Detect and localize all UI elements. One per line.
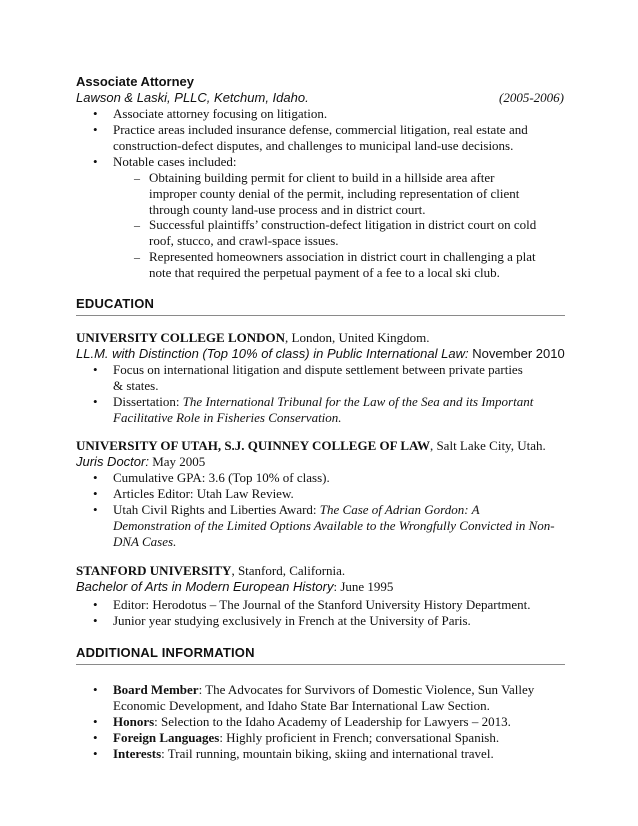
ucl-name: UNIVERSITY COLLEGE LONDON [76,330,286,345]
bullet-icon: • [93,714,98,729]
stanford-date: : June 1995 [333,579,394,594]
utah-award-label: Utah Civil Rights and Liberties Award: [113,502,320,517]
job-bullet-3: Notable cases included: [113,154,237,169]
dash-icon: – [134,171,140,185]
job-bullet-1: Associate attorney focusing on litigation. [113,106,328,121]
section-divider [76,664,565,665]
case-3a: Represented homeowners association in district court in challenging a plat [149,249,536,264]
utah-award-title-a: The Case of Adrian Gordon: A [319,502,480,517]
job-firm: Lawson & Laski, PLLC, Ketchum, Idaho. [76,90,309,105]
bullet-icon: • [93,502,98,517]
utah-editor: Articles Editor: Utah Law Review. [113,486,294,501]
stanford-degree-line [76,579,393,595]
job-bullet-2a: Practice areas included insurance defense, commercial litigation, real estate and [113,122,528,137]
case-1c: through county land-use process and in district court. [149,202,426,217]
utah-award-title-b: Demonstration of the Limited Options Available to the Wrongfully Convicted in Non- [113,518,555,533]
honors-line [113,714,511,730]
interests-text: : Trail running, mountain biking, skiing and international travel. [161,746,494,761]
case-3b: note that required the perpetual payment of a fee to a local ski club. [149,265,500,280]
lang-text: : Highly proficient in French; conversational Spanish. [219,730,500,745]
board-line [113,682,534,698]
dash-icon: – [134,250,140,264]
bullet-icon: • [93,613,98,628]
lang-label: Foreign Languages [113,730,220,745]
utah-line [76,438,546,454]
bullet-icon: • [93,486,98,501]
job-bullet-2b: construction-defect disputes, and challenges to municipal land-use decisions. [113,138,514,153]
stanford-location: , Stanford, California. [231,563,346,578]
stanford-bullet-1: Editor: Herodotus – The Journal of the Stanford University History Department. [113,597,531,612]
interests-line [113,746,494,762]
ucl-degree: LL.M. with Distinction (Top 10% of class) in Public International Law: [76,346,469,361]
stanford-degree: Bachelor of Arts in Modern European History [76,579,334,594]
bullet-icon: • [93,394,98,409]
bullet-icon: • [93,106,98,121]
job-dates: (2005-2006) [499,90,564,105]
case-2a: Successful plaintiffs’ construction-defect litigation in district court on cold [149,217,537,232]
bullet-icon: • [93,470,98,485]
bullet-icon: • [93,730,98,745]
ucl-degree-line [76,346,565,362]
utah-date: May 2005 [148,454,206,469]
bullet-icon: • [93,746,98,761]
stanford-line [76,563,345,579]
board-text-b: Economic Development, and Idaho State Bar International Law Section. [113,698,490,713]
ucl-diss-label: Dissertation: [113,394,183,409]
additional-heading: ADDITIONAL INFORMATION [76,645,255,660]
ucl-diss-title-b: Facilitative Role in Fisheries Conservation. [113,410,342,425]
job-title: Associate Attorney [76,74,194,89]
bullet-icon: • [93,362,98,377]
honors-text: : Selection to the Idaho Academy of Leadership for Lawyers – 2013. [154,714,511,729]
utah-award-line [113,502,480,518]
interests-label: Interests [113,746,162,761]
case-1b: improper county denial of the permit, including representation of client [149,186,520,201]
utah-name: UNIVERSITY OF UTAH, S.J. QUINNEY COLLEGE OF LAW [76,438,430,453]
ucl-diss-title-a: The International Tribunal for the Law of the Sea and its Important [182,394,534,409]
section-divider [76,315,565,316]
utah-degree: Juris Doctor: [76,454,149,469]
honors-label: Honors [113,714,155,729]
stanford-bullet-2: Junior year studying exclusively in French at the University of Paris. [113,613,471,628]
utah-location: , Salt Lake City, Utah. [429,438,546,453]
bullet-icon: • [93,122,98,137]
ucl-bullet-1a: Focus on international litigation and dispute settlement between private parties [113,362,523,377]
bullet-icon: • [93,597,98,612]
ucl-date: November 2010 [468,346,565,361]
utah-gpa: Cumulative GPA: 3.6 (Top 10% of class). [113,470,330,485]
ucl-bullet-1b: & states. [113,378,159,393]
case-2b: roof, stucco, and crawl-space issues. [149,233,339,248]
lang-line [113,730,499,746]
utah-degree-line [76,454,205,470]
board-label: Board Member [113,682,199,697]
bullet-icon: • [93,682,98,697]
utah-award-title-c: DNA Cases. [113,534,177,549]
board-text-a: : The Advocates for Survivors of Domestic Violence, Sun Valley [198,682,535,697]
education-heading: EDUCATION [76,296,155,311]
case-1a: Obtaining building permit for client to build in a hillside area after [149,170,495,185]
ucl-line [76,330,429,346]
ucl-location: , London, United Kingdom. [285,330,430,345]
dash-icon: – [134,218,140,232]
ucl-diss-line [113,394,533,410]
stanford-name: STANFORD UNIVERSITY [76,563,232,578]
bullet-icon: • [93,154,98,169]
